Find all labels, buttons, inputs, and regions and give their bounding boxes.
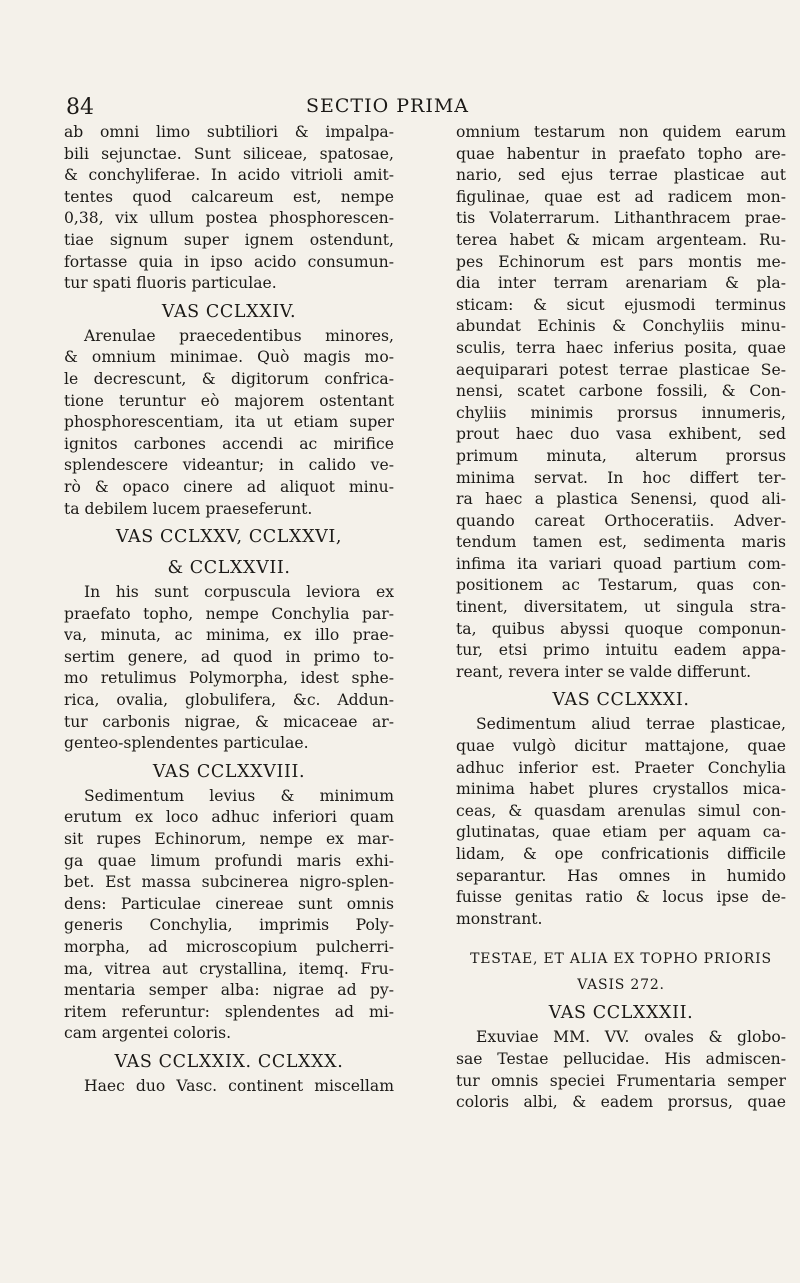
text-line: figulinae, quae est ad radicem mon- <box>456 187 786 206</box>
section-heading: VAS CCLXXVIII. <box>152 761 306 782</box>
running-head <box>306 95 469 117</box>
section-heading: & CCLXXVII. <box>167 558 291 579</box>
text-line: infima ita variari quoad partium com- <box>456 554 786 573</box>
text-line: & conchyliferae. In acido vitrioli amit- <box>64 166 394 185</box>
text-line: omnium testarum non quidem earum <box>456 123 786 141</box>
text-line: terea habet & micam argenteam. Ru- <box>456 230 786 249</box>
text-line: mentaria semper alba: nigrae ad py- <box>64 981 394 1000</box>
text-line: nario, sed ejus terrae plasticae aut <box>456 166 786 185</box>
right-column <box>456 122 786 1114</box>
text-line: In his sunt corpuscula leviora ex <box>84 583 394 602</box>
text-line: coloris albi, & eadem prorsus, quae <box>456 1093 786 1112</box>
text-line: tiae signum super ignem ostendunt, <box>64 230 394 249</box>
text-line: pes Echinorum est pars montis me- <box>456 252 786 271</box>
text-line: bili sejunctae. Sunt siliceae, spatosae, <box>64 144 394 163</box>
page-number: 84 <box>66 95 94 120</box>
text-line: tinent, diversitatem, ut singula stra- <box>456 598 786 617</box>
text-line: chyliis minimis prorsus innumeris, <box>456 403 786 422</box>
text-line: tendum tamen est, sedimenta maris <box>456 533 786 552</box>
text-line: mo retulimus Polymorpha, idest sphe- <box>64 669 394 688</box>
text-line: ma, vitrea aut crystallina, itemq. Fru- <box>64 959 394 978</box>
text-line: quae vulgò dicitur mattajone, quae <box>456 737 786 756</box>
text-line: monstrant. <box>456 909 543 928</box>
text-line: abundat Echinis & Conchyliis minu- <box>456 317 786 336</box>
text-line: ritem referuntur: splendentes ad mi- <box>64 1002 394 1021</box>
text-line: ga quae limum profundi maris exhi- <box>64 851 394 870</box>
text-line: Arenulae praecedentibus minores, <box>84 326 394 345</box>
text-line: tur spati fluoris particulae. <box>64 274 277 293</box>
text-line: & omnium minimae. Quò magis mo- <box>64 348 394 367</box>
text-line: bet. Est massa subcinerea nigro-splen- <box>64 873 394 892</box>
text-line: ab omni limo subtiliori & impalpa- <box>64 123 394 141</box>
text-line: minima habet plures crystallos mica- <box>456 780 786 799</box>
text-line: tur carbonis nigrae, & micaceae ar- <box>64 712 394 731</box>
text-line: minima servat. In hoc differt ter- <box>456 468 786 487</box>
text-line: erutum ex loco adhuc inferiori quam <box>64 808 394 827</box>
text-line: generis Conchylia, imprimis Poly- <box>64 916 394 935</box>
text-line: tis Volaterrarum. Lithanthracem prae- <box>456 209 786 228</box>
section-heading: VAS CCLXXIX. CCLXXX. <box>114 1051 344 1072</box>
text-line: tione teruntur eò majorem ostentant <box>64 391 394 410</box>
section-heading: TESTAE, ET ALIA EX TOPHO PRIORIS <box>470 951 772 968</box>
text-line: ta debilem lucem praeseferunt. <box>64 499 313 518</box>
text-line: adhuc inferior est. Praeter Conchylia <box>456 758 786 777</box>
text-line: positionem ac Testarum, quas con- <box>456 576 786 595</box>
text-line: splendescere videantur; in calido ve- <box>64 456 394 475</box>
text-line: Exuviae MM. VV. ovales & globo- <box>476 1028 786 1047</box>
text-line: quae habentur in praefato topho are- <box>456 144 786 163</box>
text-line: le decrescunt, & digitorum confrica- <box>64 369 394 388</box>
text-line: va, minuta, ac minima, ex illo prae- <box>64 626 394 645</box>
text-line: tur, etsi primo intuitu eadem appa- <box>456 641 786 660</box>
text-line: genteo-splendentes particulae. <box>64 734 309 753</box>
text-line: rica, ovalia, globulifera, &c. Addun- <box>64 691 394 710</box>
text-line: quando careat Orthoceratiis. Adver- <box>456 511 786 530</box>
text-line: ceas, & quasdam arenulas simul con- <box>456 801 786 820</box>
text-line: sae Testae pellucidae. His admiscen- <box>456 1049 786 1068</box>
text-line: Haec duo Vasc. continent miscellam <box>84 1076 394 1095</box>
text-line: lidam, & ope confricationis difficile <box>456 845 786 863</box>
page-header <box>66 95 800 125</box>
text-line: phosphorescentiam, ita ut etiam super <box>64 413 394 432</box>
text-line: ignitos carbones accendi ac mirifice <box>64 434 394 453</box>
text-line: separantur. Has omnes in humido <box>456 866 786 885</box>
left-column <box>64 122 394 1098</box>
text-line: praefato topho, nempe Conchylia par- <box>64 604 394 623</box>
text-line: nensi, scatet carbone fossili, & Con- <box>456 382 786 401</box>
text-line: morpha, ad microscopium pulcherri- <box>64 938 394 956</box>
text-line: tur omnis speciei Frumentaria semper <box>456 1071 786 1090</box>
text-line: primum minuta, alterum prorsus <box>456 446 786 465</box>
text-line: fortasse quia in ipso acido consumun- <box>64 252 394 271</box>
text-line: Sedimentum aliud terrae plasticae, <box>476 715 786 734</box>
section-heading: VAS CCLXXXII. <box>548 1003 694 1024</box>
section-heading: VAS CCLXXXI. <box>552 690 690 711</box>
section-heading: VASIS 272. <box>577 977 665 994</box>
text-line: 0,38, vix ullum postea phosphorescen- <box>64 209 394 228</box>
text-line: dens: Particulae cinereae sunt omnis <box>64 894 394 913</box>
section-heading: VAS CCLXXIV. <box>161 301 297 322</box>
section-heading: VAS CCLXXV, CCLXXVI, <box>115 527 343 548</box>
text-line: sit rupes Echinorum, nempe ex mar- <box>64 830 394 849</box>
text-line: tentes quod calcareum est, nempe <box>64 187 394 206</box>
text-line: Sedimentum levius & minimum <box>84 786 394 805</box>
text-line: cam argentei coloris. <box>64 1024 232 1043</box>
text-line: ra haec a plastica Senensi, quod ali- <box>456 490 786 509</box>
text-line: glutinatas, quae etiam per aquam ca- <box>456 823 786 842</box>
text-line: prout haec duo vasa exhibent, sed <box>456 425 786 444</box>
text-line: fuisse genitas ratio & locus ipse de- <box>456 888 786 907</box>
text-line: sertim genere, ad quod in primo to- <box>64 647 394 666</box>
text-line: dia inter terram arenariam & pla- <box>456 274 786 293</box>
text-line: reant, revera inter se valde differunt. <box>456 662 752 681</box>
text-line: ta, quibus abyssi quoque componun- <box>456 619 786 638</box>
text-line: rò & opaco cinere ad aliquot minu- <box>64 477 394 496</box>
text-line: sticam: & sicut ejusmodi terminus <box>456 295 786 314</box>
text-line: sculis, terra haec inferius posita, quae <box>456 338 786 357</box>
text-line: aequiparari potest terrae plasticae Se- <box>456 360 786 379</box>
spacer <box>456 930 786 944</box>
running-head-left: SECTIO <box>306 95 390 117</box>
running-head-right: PRIMA <box>396 95 470 117</box>
